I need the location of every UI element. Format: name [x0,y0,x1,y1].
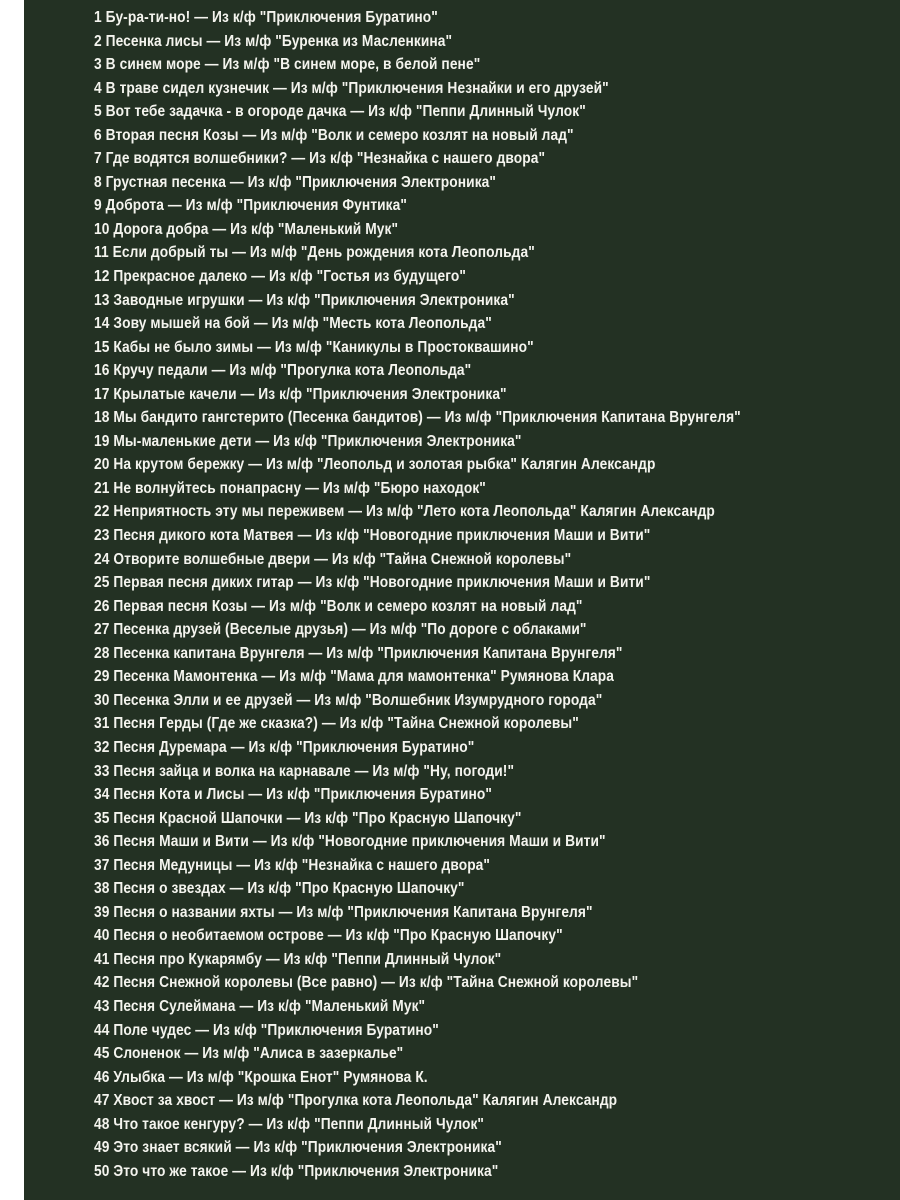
song-item: 1 Бу-ра-ти-но! — Из к/ф "Приключения Буратино" [94,9,438,26]
song-item: 13 Заводные игрушки — Из к/ф "Приключения Электроника" [94,291,515,309]
song-item: 29 Песенка Мамонтенка — Из м/ф "Мама для мамонтенка" Румянова Клара [94,668,615,686]
song-item: 14 Зову мышей на бой — Из м/ф "Месть кота Леопольда" [94,315,492,333]
song-item: 26 Первая песня Козы — Из м/ф "Волк и семеро козлят на новый лад" [94,597,583,615]
song-item: 49 Это знает всякий — Из к/ф "Приключения Электроника" [94,1139,502,1157]
song-item: 45 Слоненок — Из м/ф "Алиса в зазеркалье" [94,1045,404,1063]
song-item: 7 Где водятся волшебники? — Из к/ф "Незнайка с нашего двора" [94,150,546,168]
song-item: 18 Мы бандито гангстерито (Песенка бандитов) — Из м/ф "Приключения Капитана Врунгеля" [94,409,741,427]
song-item: 42 Песня Снежной королевы (Все равно) — Из к/ф "Тайна Снежной королевы" [94,974,639,992]
song-item: 50 Это что же такое — Из к/ф "Приключения Электроника" [94,1162,499,1180]
song-item: 9 Доброта — Из м/ф "Приключения Фунтика" [94,197,408,215]
song-item: 27 Песенка друзей (Веселые друзья) — Из м/ф "По дороге с облаками" [94,621,587,639]
song-item: 39 Песня о названии яхты — Из м/ф "Приключения Капитана Врунгеля" [94,903,593,921]
song-item: 2 Песенка лисы — Из м/ф "Буренка из Масленкина" [94,32,453,50]
song-item: 20 На крутом бережку — Из м/ф "Леопольд и золотая рыбка" Калягин Александр [94,456,656,474]
song-item: 41 Песня про Кукарямбу — Из к/ф "Пеппи Длинный Чулок" [94,950,502,968]
song-item: 17 Крылатые качели — Из к/ф "Приключения Электроника" [94,385,507,403]
song-item: 10 Дорога добра — Из к/ф "Маленький Мук" [94,220,399,238]
song-item: 40 Песня о необитаемом острове — Из к/ф "Про Красную Шапочку" [94,927,563,945]
song-item: 25 Первая песня диких гитар — Из к/ф "Новогодние приключения Маши и Вити" [94,574,651,592]
song-item: 24 Отворите волшебные двери — Из к/ф "Тайна Снежной королевы" [94,550,572,568]
song-item: 36 Песня Маши и Вити — Из к/ф "Новогодние приключения Маши и Вити" [94,833,606,851]
song-item: 48 Что такое кенгуру? — Из к/ф "Пеппи Длинный Чулок" [94,1115,485,1133]
song-item: 22 Неприятность эту мы переживем — Из м/ф "Лето кота Леопольда" Калягин Александр [94,503,715,521]
song-item: 12 Прекрасное далеко — Из к/ф "Гостья из будущего" [94,268,467,286]
song-item: 28 Песенка капитана Врунгеля — Из м/ф "Приключения Капитана Врунгеля" [94,644,623,662]
song-item: 8 Грустная песенка — Из к/ф "Приключения Электроника" [94,173,497,191]
song-item: 44 Поле чудес — Из к/ф "Приключения Буратино" [94,1021,439,1039]
song-item: 5 Вот тебе задачка - в огороде дачка — Из к/ф "Пеппи Длинный Чулок" [94,103,586,121]
song-item: 35 Песня Красной Шапочки — Из к/ф "Про Красную Шапочку" [94,809,522,827]
song-item: 43 Песня Сулеймана — Из к/ф "Маленький Мук" [94,997,426,1015]
song-item: 47 Хвост за хвост — Из м/ф "Прогулка кота Леопольда" Калягин Александр [94,1092,618,1110]
song-item: 4 В траве сидел кузнечик — Из м/ф "Приключения Незнайки и его друзей" [94,79,609,97]
song-item: 21 Не волнуйтесь понапрасну — Из м/ф "Бюро находок" [94,479,486,497]
song-item: 33 Песня зайца и волка на карнавале — Из м/ф "Ну, погоди!" [94,762,515,780]
song-item: 15 Кабы не было зимы — Из м/ф "Каникулы в Простоквашино" [94,338,534,356]
song-item: 38 Песня о звездах — Из к/ф "Про Красную Шапочку" [94,880,465,898]
song-item: 16 Кручу педали — Из м/ф "Прогулка кота Леопольда" [94,362,472,380]
song-item: 30 Песенка Элли и ее друзей — Из м/ф "Волшебник Изумрудного города" [94,691,603,709]
song-item: 6 Вторая песня Козы — Из м/ф "Волк и семеро козлят на новый лад" [94,126,574,144]
song-item: 19 Мы-маленькие дети — Из к/ф "Приключения Электроника" [94,432,522,450]
song-item: 37 Песня Медуницы — Из к/ф "Незнайка с нашего двора" [94,856,491,874]
song-item: 46 Улыбка — Из м/ф "Крошка Енот" Румянова К. [94,1068,428,1086]
song-list [94,6,846,1183]
song-list-panel [24,0,900,1200]
song-item: 3 В синем море — Из м/ф "В синем море, в белой пене" [94,56,481,74]
song-item: 34 Песня Кота и Лисы — Из к/ф "Приключения Буратино" [94,786,493,804]
song-item: 32 Песня Дуремара — Из к/ф "Приключения Буратино" [94,738,475,756]
song-item: 31 Песня Герды (Где же сказка?) — Из к/ф "Тайна Снежной королевы" [94,715,579,733]
song-item: 23 Песня дикого кота Матвея — Из к/ф "Новогодние приключения Маши и Вити" [94,527,651,545]
song-item: 11 Если добрый ты — Из м/ф "День рождения кота Леопольда" [94,244,535,262]
